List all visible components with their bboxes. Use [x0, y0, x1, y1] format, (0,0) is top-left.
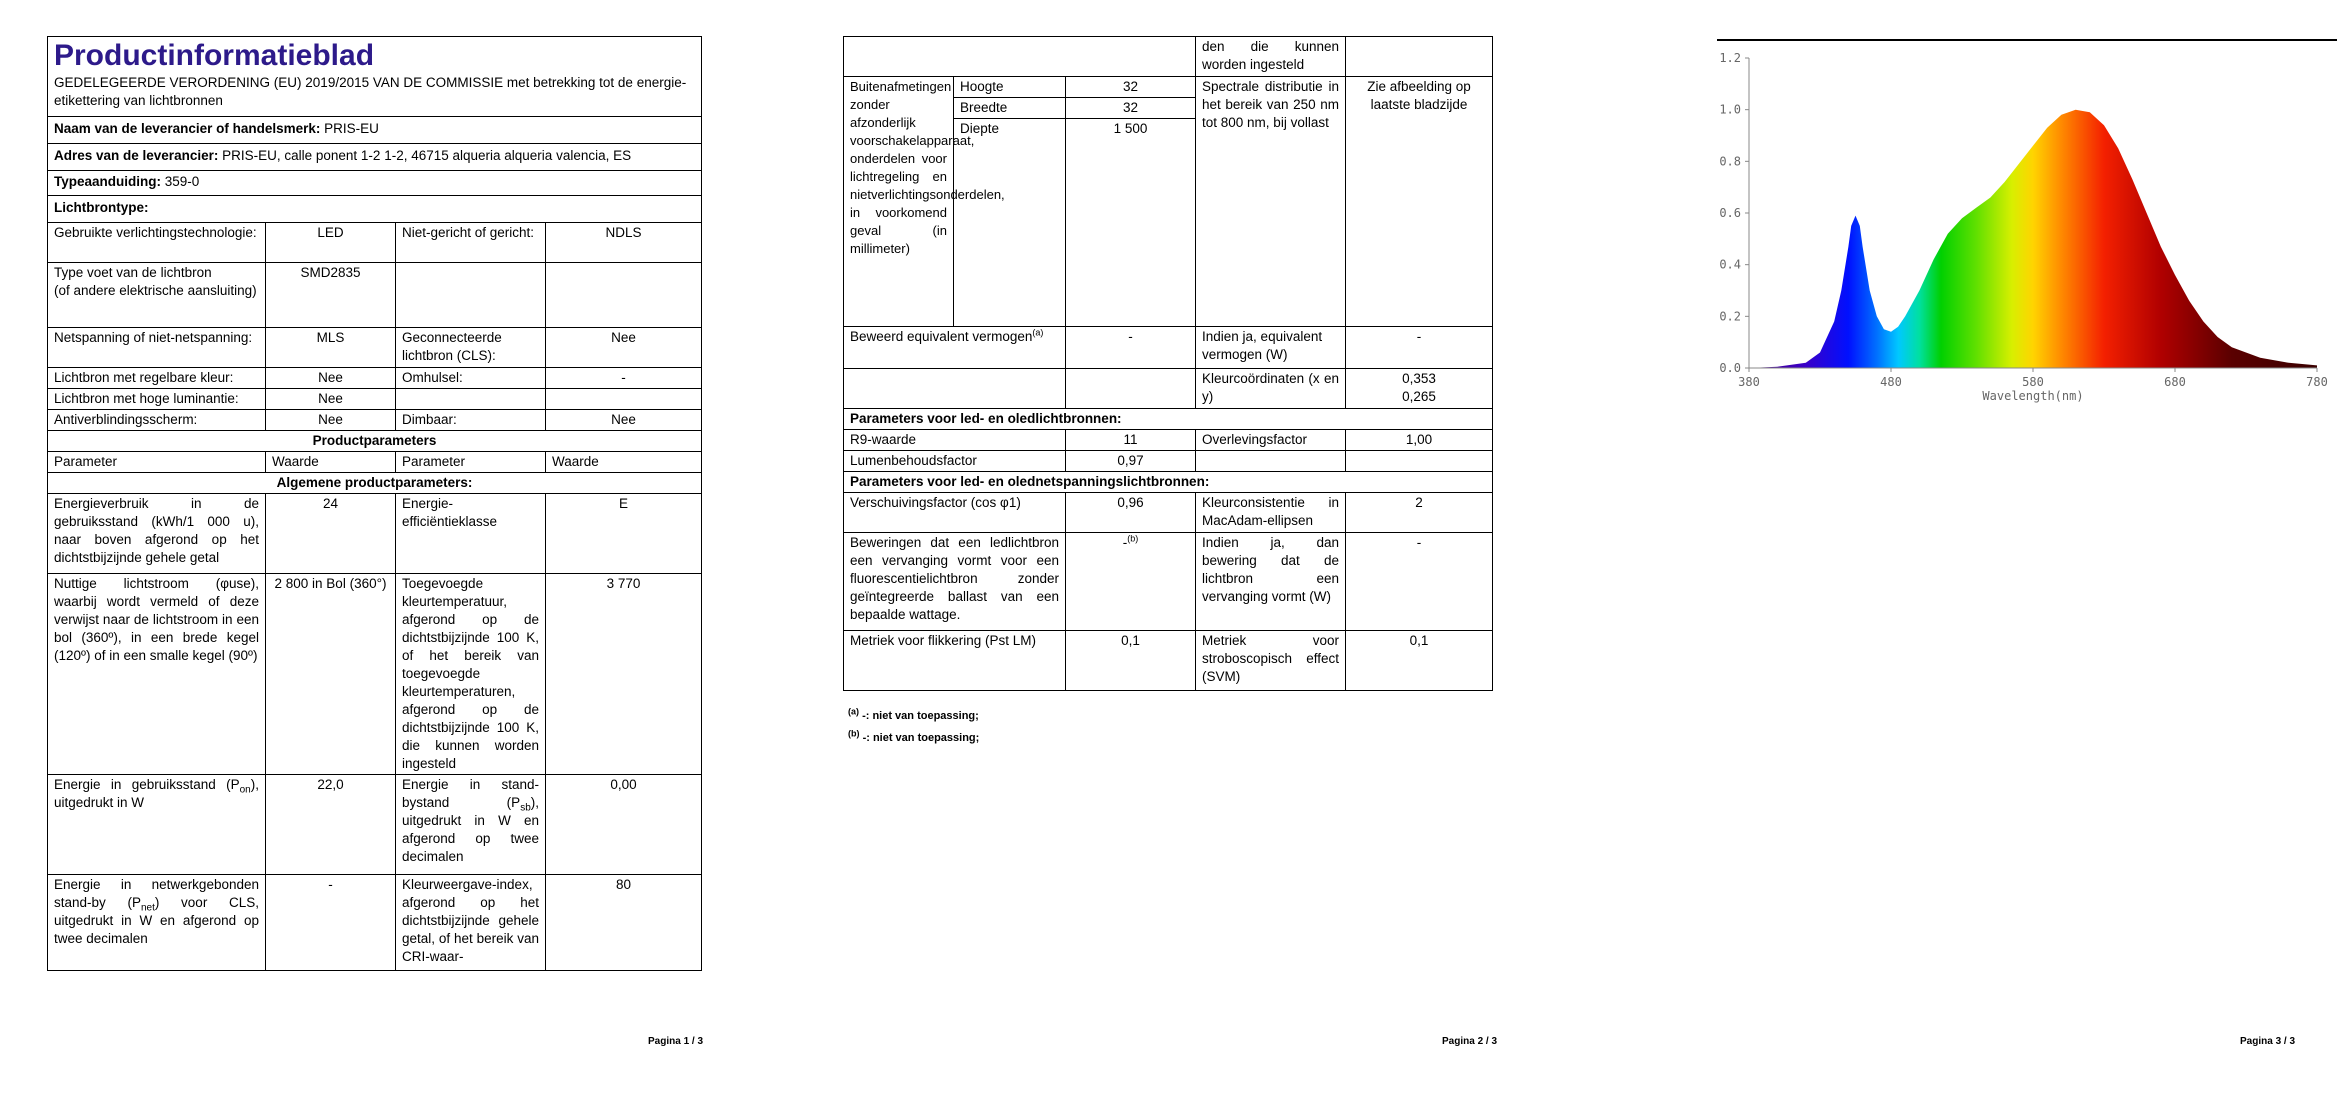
cri-label: Kleurweergave-index, afgerond op het dichtstbijzijnde gehele getal, of het bereik van CRI-waar-: [396, 875, 546, 971]
cri-value: 80: [546, 875, 702, 971]
y-tick-label: 1.2: [1719, 51, 1741, 65]
dimmable-value: Nee: [546, 410, 702, 431]
spectral-value: Zie afbeelding op laatste bladzijde: [1346, 77, 1493, 327]
col-parameter-2: Parameter: [396, 452, 546, 473]
mains-value: MLS: [266, 328, 396, 368]
high-lum-label: Lichtbron met hoge luminantie:: [48, 389, 266, 410]
lumen-maint-value: 0,97: [1066, 451, 1196, 472]
psb-label: Energie in stand-bystand $(P_{sb})$, uitgedrukt in W en afgerond op twee decimalen: [396, 775, 546, 875]
page-title: Productinformatieblad: [54, 39, 375, 72]
product-info-table: [47, 36, 702, 971]
page-number-1: Pagina 1 / 3: [648, 1036, 704, 1047]
survival-label: Overlevingsfactor: [1196, 430, 1346, 451]
cls-label: Geconnecteerde lichtbron (CLS):: [396, 328, 546, 368]
depth-value: 1 500: [1066, 119, 1196, 327]
energy-label: Energieverbruik in de gebruiksstand (kWh/1 000 u), naar boven afgerond op het dichtstbijzijnde gehele getal: [48, 494, 266, 574]
pon-value: 22,0: [266, 775, 396, 875]
colour-cons-label: Kleurconsistentie in MacAdam-ellipsen: [1196, 493, 1346, 533]
lightsource-type-heading: Lichtbrontype:: [48, 196, 702, 223]
height-value: 32: [1066, 77, 1196, 98]
product-params-heading: Productparameters: [48, 431, 702, 452]
colour-tunable-value: Nee: [266, 368, 396, 389]
r9-label: R9-waarde: [844, 430, 1066, 451]
col-parameter: Parameter: [48, 452, 266, 473]
chroma-y: 0,265: [1402, 389, 1436, 404]
width-value: 32: [1066, 98, 1196, 119]
y-tick-label: 0.6: [1719, 206, 1741, 220]
eff-class-value: E: [546, 494, 702, 574]
col-value-2: Waarde: [546, 452, 702, 473]
pon-label: Energie in gebruiksstand $(P_{on})$, uitgedrukt in W: [48, 775, 266, 875]
envelope-value: -: [546, 368, 702, 389]
pnet-value: -: [266, 875, 396, 971]
spectral-label: Spectrale distributie in het bereik van 250 nm tot 800 nm, bij vollast: [1196, 77, 1346, 327]
cap-label: Type voet van de lichtbron: [54, 265, 212, 280]
fluor-claim-value: -$^{(b)}$: [1066, 533, 1196, 631]
directional-label: Niet-gericht of gericht:: [396, 223, 546, 263]
supplier-value: PRIS-EU: [324, 121, 379, 136]
height-label: Hoogte: [954, 77, 1066, 98]
colour-tunable-label: Lichtbron met regelbare kleur:: [48, 368, 266, 389]
page-1: [0, 0, 778, 1101]
x-tick-label: 780: [2306, 375, 2328, 389]
regulation-text: GEDELEGEERDE VERORDENING (EU) 2019/2015 VAN DE COMMISSIE met betrekking tot de energie-etikettering van lichtbronnen: [54, 75, 687, 108]
directional-value: NDLS: [546, 223, 702, 263]
supplier-label: Naam van de leverancier of handelsmerk:: [54, 121, 321, 136]
high-lum-value: Nee: [266, 389, 396, 410]
antiglare-label: Antiverblindingsscherm:: [48, 410, 266, 431]
tech-label: Gebruikte verlichtingstechnologie:: [48, 223, 266, 263]
y-tick-label: 0.2: [1719, 309, 1741, 324]
energy-value: 24: [266, 494, 396, 574]
mains-led-params-heading: Parameters voor led- en olednetspanningslichtbronnen:: [844, 472, 1493, 493]
survival-value: 1,00: [1346, 430, 1493, 451]
width-label: Breedte: [954, 98, 1066, 119]
lumen-maint-label: Lumenbehoudsfactor: [844, 451, 1066, 472]
eff-class-label: Energie-efficiëntieklasse: [396, 494, 546, 574]
cls-value: Nee: [546, 328, 702, 368]
general-params-heading: Algemene productparameters:: [48, 473, 702, 494]
product-info-table-continued: [843, 36, 1493, 691]
claimed-power-value: -: [1066, 327, 1196, 369]
col-value: Waarde: [266, 452, 396, 473]
y-tick-label: 0.0: [1719, 361, 1741, 375]
footnote-b: $^{(b)}$ -: niet van toepassing;: [848, 728, 980, 744]
y-tick-label: 0.4: [1719, 257, 1741, 272]
equiv-power-value: -: [1346, 327, 1493, 369]
x-axis-label: Wavelength(nm): [1982, 389, 2084, 403]
led-params-heading: Parameters voor led- en oledlichtbronnen:: [844, 409, 1493, 430]
spectrum-area: [1749, 110, 2317, 368]
cct-value: 3 770: [546, 574, 702, 775]
disp-value: 0,96: [1066, 493, 1196, 533]
dims-label: Buitenafmetingen zonder afzonderlijk voorschakelapparaat, onderdelen voor lichtregeling en nietverlichtingsonderdelen, in voorkomend geval (in millimeter): [844, 77, 954, 327]
psb-value: 0,00: [546, 775, 702, 875]
x-tick-label: 680: [2164, 375, 2186, 389]
replace-label: Indien ja, dan bewering dat de lichtbron een vervanging vormt (W): [1196, 533, 1346, 631]
pnet-label: Energie in netwerkgebonden stand-by $(P_{net})$ voor CLS, uitgedrukt in W en afgerond op twee decimalen: [48, 875, 266, 971]
flux-label: Nuttige lichtstroom (φuse), waarbij wordt vermeld of deze verwijst naar de lichtstroom in een bol (360º), in een brede kegel (120º) of in een smalle kegel (90º): [48, 574, 266, 775]
replace-value: -: [1346, 533, 1493, 631]
footnote-a: $^{(a)}$ -: niet van toepassing;: [848, 706, 979, 722]
flicker-label: Metriek voor flikkering (Pst LM): [844, 631, 1066, 691]
colour-cons-value: 2: [1346, 493, 1493, 533]
flicker-value: 0,1: [1066, 631, 1196, 691]
spectral-chart: [1637, 30, 2337, 410]
address-label: Adres van de leverancier:: [54, 148, 219, 163]
antiglare-value: Nee: [266, 410, 396, 431]
cap-value: SMD2835: [266, 263, 396, 328]
flux-value: 2 800 in Bol (360°): [266, 574, 396, 775]
model-label: Typeaanduiding:: [54, 174, 161, 189]
cct-label: Toegevoegde kleurtemperatuur, afgerond op de dichtstbijzijnde 100 K, of het bereik van toegevoegde kleurtemperaturen, afgerond op de dichtstbijzijnde 100 K, die kunnen worden ingesteld: [396, 574, 546, 775]
dimmable-label: Dimbaar:: [396, 410, 546, 431]
chroma-x: 0,353: [1402, 371, 1436, 386]
fluor-claim-label: Beweringen dat een ledlichtbron een vervanging vormt voor een fluorescentielichtbron zonder geïntegreerde ballast van een bepaalde wattage.: [844, 533, 1066, 631]
svm-value: 0,1: [1346, 631, 1493, 691]
page-3: [1557, 0, 2336, 1101]
envelope-label: Omhulsel:: [396, 368, 546, 389]
address-value: PRIS-EU, calle ponent 1-2 1-2, 46715 alqueria alqueria valencia, ES: [222, 148, 632, 163]
cap-note: (of andere elektrische aansluiting): [54, 283, 257, 298]
page-number-2: Pagina 2 / 3: [1442, 1036, 1498, 1047]
x-tick-label: 380: [1738, 375, 1760, 389]
claimed-power-label: Beweerd equivalent vermogen$^{(a)}$: [844, 327, 1066, 369]
x-tick-label: 580: [2022, 375, 2044, 389]
r9-value: 11: [1066, 430, 1196, 451]
svm-label: Metriek voor stroboscopisch effect (SVM): [1196, 631, 1346, 691]
y-tick-label: 1.0: [1719, 102, 1741, 117]
x-tick-label: 480: [1880, 375, 1902, 389]
continued-text: den die kunnen worden ingesteld: [1196, 37, 1346, 77]
y-tick-label: 0.8: [1719, 154, 1741, 169]
tech-value: LED: [266, 223, 396, 263]
page-number-3: Pagina 3 / 3: [2240, 1036, 2296, 1047]
equiv-power-label: Indien ja, equivalent vermogen (W): [1196, 327, 1346, 369]
model-value: 359-0: [164, 174, 200, 189]
page-2: [778, 0, 1557, 1101]
chroma-label: Kleurcoördinaten (x en y): [1196, 369, 1346, 409]
mains-label: Netspanning of niet-netspanning:: [48, 328, 266, 368]
depth-label: Diepte: [954, 119, 1066, 327]
disp-label: Verschuivingsfactor (cos φ1): [844, 493, 1066, 533]
